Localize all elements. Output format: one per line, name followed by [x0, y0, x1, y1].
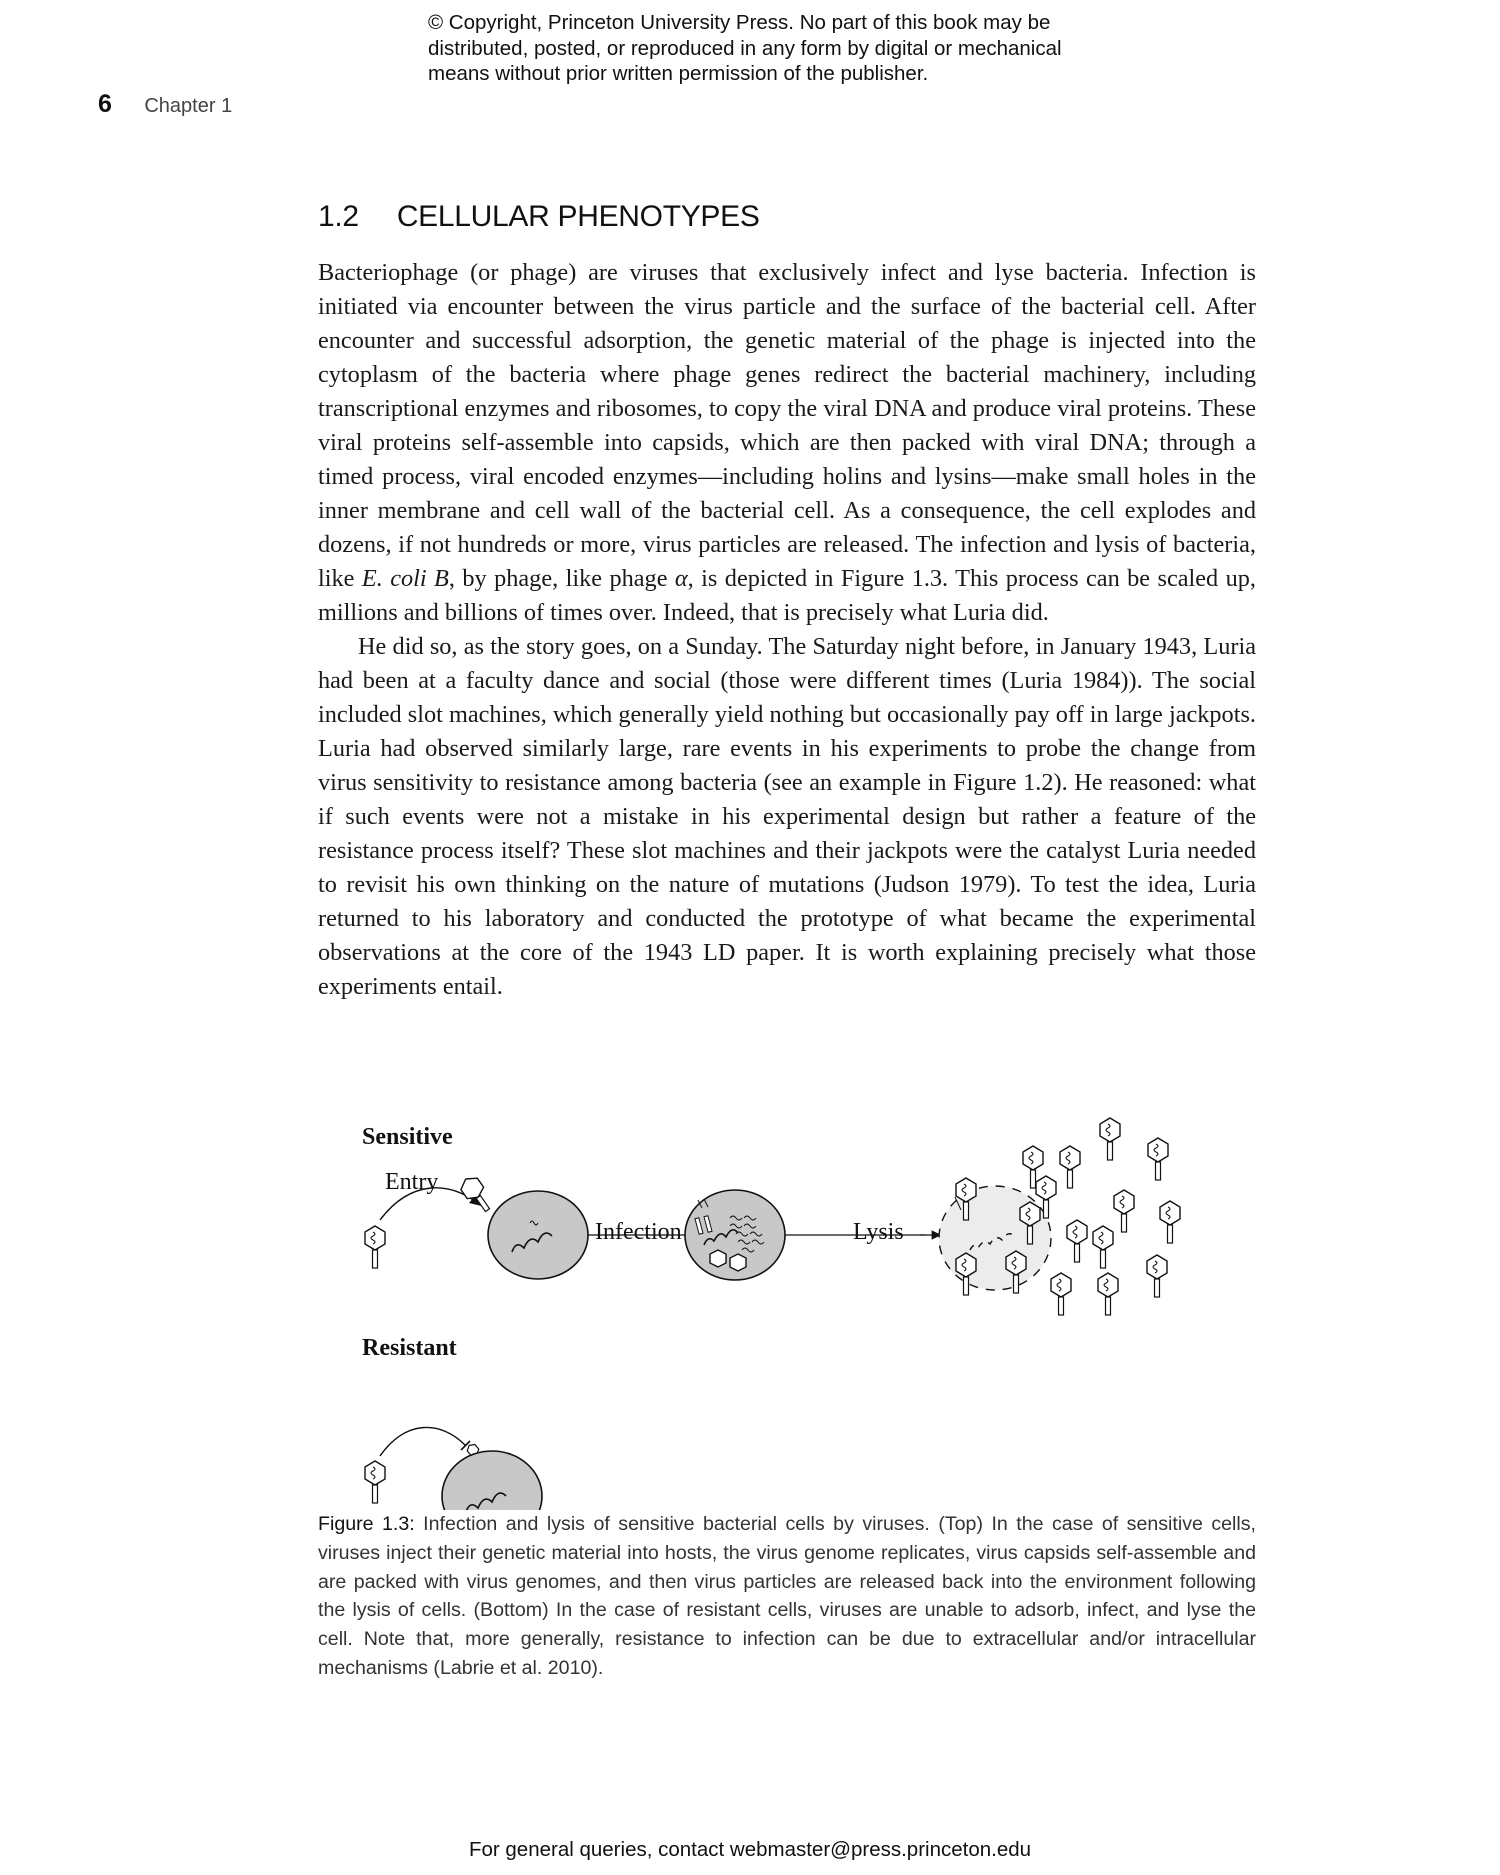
bacterial-cell-entry: [488, 1191, 588, 1279]
copyright-line-1: © Copyright, Princeton University Press. No part of this book may be: [428, 11, 1051, 34]
paragraph-1-part-c: , is depicted in Figure 1.3. This process can be scaled up, millions and billions of times over. Indeed, that is precisely what Luria did.: [318, 565, 1256, 626]
paragraph-1-part-b: , by phage, like phage: [448, 565, 675, 592]
copyright-notice: [428, 10, 1128, 87]
phage-symbol: α: [674, 565, 688, 592]
page-number: 6: [98, 90, 112, 118]
footer-contact: For general queries, contact webmaster@press.princeton.edu: [468, 1838, 1032, 1861]
label-resistant: Resistant: [362, 1335, 457, 1361]
resistant-free-phage-icon: [365, 1461, 385, 1503]
label-infection: Infection: [595, 1219, 682, 1245]
figure-1-3: [340, 1100, 1240, 1510]
paragraph-1-part-a: Bacteriophage (or phage) are viruses that exclusively infect and lyse bacteria. Infection is initiated via encounter between the virus particle and the surface of the bacterial cell. After encounter and successful adsorption, the genetic material of the phage is injected into the cytoplasm of the bacteria where phage genes redirect the bacterial machinery, including transcriptional enzymes and ribosomes, to copy the viral DNA and produce viral proteins. These viral proteins self-assemble into capsids, which are then packed with viral DNA; through a timed process, viral encoded enzymes—including holins and lysins—make small holes in the inner membrane and cell wall of the bacterial cell. As a consequence, the cell explodes and dozens, if not hundreds or more, virus particles are released. The infection and lysis of bacteria, like: [318, 259, 1256, 592]
paragraph-1: [318, 256, 1256, 630]
paragraph-2: He did so, as the story goes, on a Sunday. The Saturday night before, in January 1943, Luria had been at a faculty dance and social (those were different times (Luria 1984)). The social included slot machines, which generally yield nothing but occasionally pay off in large jackpots. Luria had observed similarly large, rare events in his experiments to probe the change from virus sensitivity to resistance among bacteria (see an example in Figure 1.2). He reasoned: what if such events were not a mistake in his experimental design but rather a feature of the resistance process itself? These slot machines and their jackpots were the catalyst Luria needed to revisit his own thinking on the nature of mutations (Judson 1979). To test the idea, Luria returned to his laboratory and conducted the prototype of what became the experimental observations at the core of the 1943 LD paper. It is worth explaining precisely what those experiments entail.: [318, 633, 1256, 1000]
infection-lysis-diagram: [340, 1100, 1240, 1510]
label-entry: Entry: [385, 1169, 439, 1195]
blocked-entry-arrow: [380, 1427, 465, 1456]
running-head: [98, 90, 232, 119]
caption-tag: Figure 1.3:: [318, 1513, 415, 1535]
free-phage-icon: [365, 1226, 385, 1268]
chapter-label: Chapter 1: [144, 95, 233, 117]
section-title: CELLULAR PHENOTYPES: [396, 200, 760, 233]
species-name: E. coli B: [361, 565, 449, 592]
copyright-line-2: distributed, posted, or reproduced in any form by digital or mechanical: [428, 36, 1062, 60]
lysed-cell: [939, 1186, 1051, 1290]
body-text: [318, 256, 1256, 1004]
figure-caption: [318, 1510, 1256, 1683]
section-number: 1.2: [318, 200, 359, 233]
copyright-line-3: means without prior written permission of the publisher.: [428, 62, 929, 85]
caption-text: Infection and lysis of sensitive bacterial cells by viruses. (Top) In the case of sensitive cells, viruses inject their genetic material into hosts, the virus genome replicates, virus capsids self-assemble and are packed with virus genomes, and then virus particles are released back into the environment following the lysis of cells. (Bottom) In the case of resistant cells, viruses are unable to adsorb, infect, and lyse the cell. Note that, more generally, resistance to infection can be due to extracellular and/or intracellular mechanisms (Labrie et al. 2010).: [318, 1513, 1256, 1679]
section-heading: [318, 200, 760, 234]
label-lysis: Lysis: [853, 1219, 904, 1245]
label-sensitive: Sensitive: [362, 1124, 453, 1150]
